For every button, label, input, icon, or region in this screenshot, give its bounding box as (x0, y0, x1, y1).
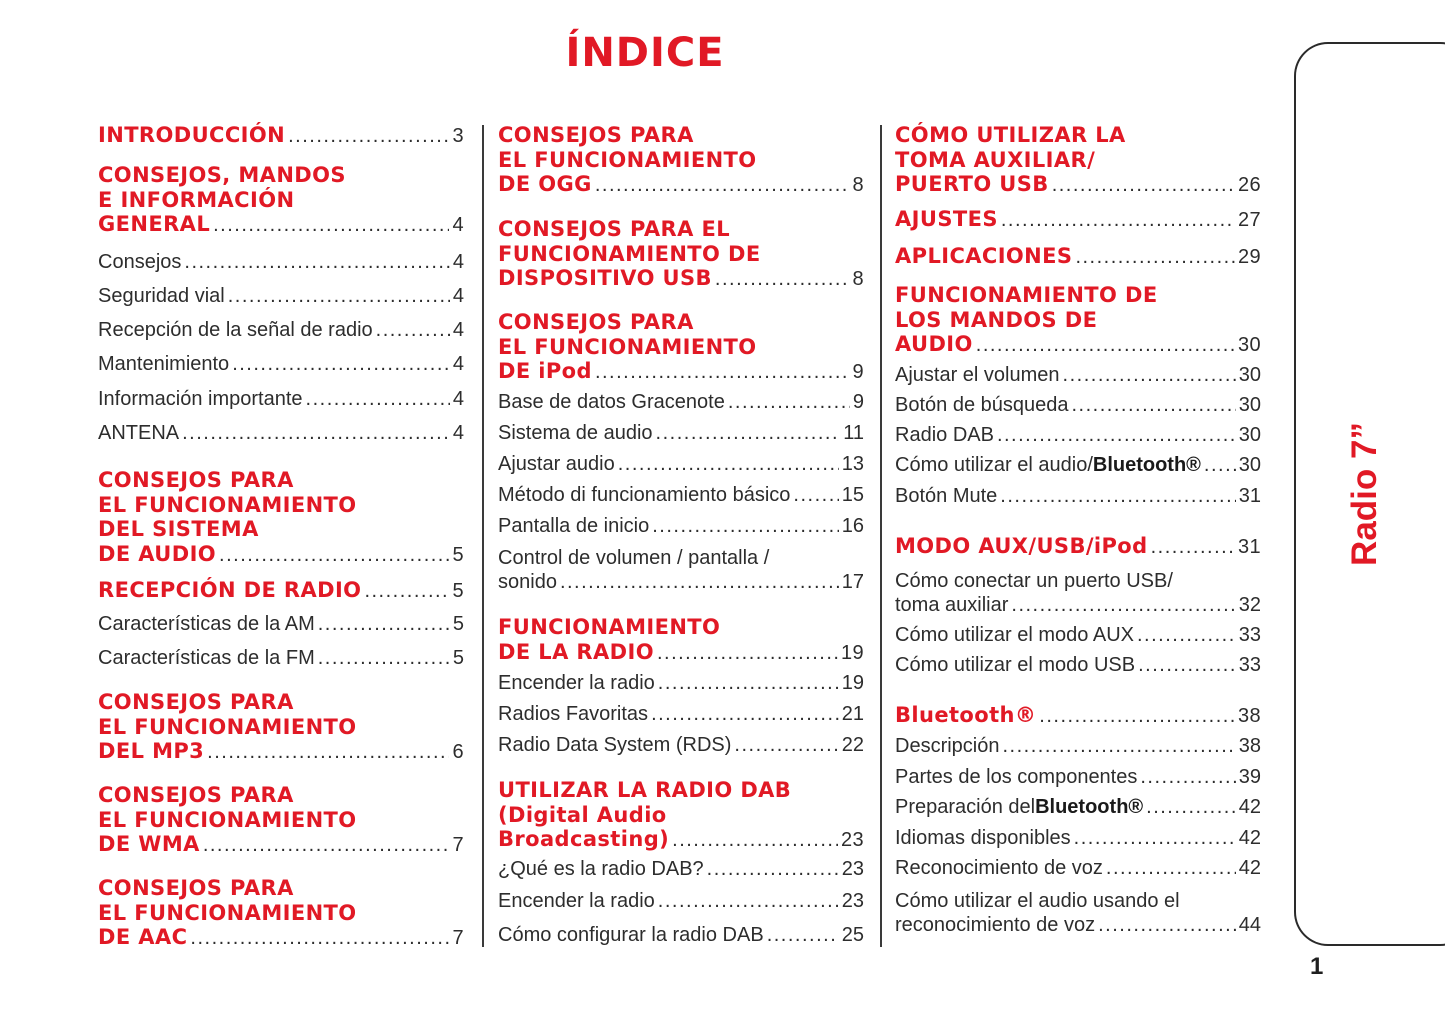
toc-page-number: 29 (1237, 246, 1261, 268)
toc-subentry[interactable] (98, 612, 464, 636)
toc-section-heading[interactable] (98, 123, 464, 149)
toc-page-number: 25 (841, 924, 864, 946)
toc-entry-text: EL FUNCIONAMIENTO (98, 900, 357, 925)
toc-page-number: 5 (452, 613, 464, 635)
dot-leader (672, 828, 838, 853)
toc-entry-text: FUNCIONAMIENTO DE (895, 283, 1158, 307)
toc-subentry[interactable] (895, 363, 1261, 387)
dot-leader (658, 889, 839, 913)
toc-entry-text: Descripción (895, 735, 1000, 757)
toc-entry-text: UTILIZAR LA RADIO DAB (498, 778, 792, 802)
toc-subentry[interactable] (498, 421, 864, 445)
toc-entry-text: Bluetooth® (895, 703, 1037, 727)
dot-leader (1039, 704, 1235, 729)
toc-subentry[interactable] (895, 393, 1261, 417)
dot-leader (1151, 535, 1235, 560)
toc-entry-text: Cómo utilizar el modo AUX (895, 624, 1134, 646)
dot-leader (1137, 623, 1236, 647)
toc-entry-text: (Digital Audio (498, 802, 667, 827)
dot-leader (1000, 484, 1235, 508)
toc-entry-text: Cómo utilizar el audio usando el (895, 890, 1180, 912)
toc-entry-text: LOS MANDOS DE (895, 307, 1098, 332)
dot-leader (997, 423, 1236, 447)
toc-section-heading[interactable] (895, 283, 1261, 358)
toc-page-number: 8 (852, 174, 864, 196)
toc-section-heading[interactable] (895, 123, 1261, 198)
toc-entry-text: CONSEJOS PARA (498, 123, 694, 147)
dot-leader (657, 641, 838, 666)
toc-page-number: 30 (1238, 364, 1261, 386)
toc-page-number: 4 (452, 353, 464, 375)
toc-subentry[interactable] (498, 514, 864, 538)
toc-entry-text: Broadcasting) (498, 827, 670, 851)
toc-subentry[interactable] (895, 765, 1261, 789)
toc-entry-bold-text: Bluetooth® (1035, 796, 1144, 818)
toc-subentry[interactable] (498, 857, 864, 881)
toc-subentry[interactable] (895, 569, 1261, 617)
dot-leader (306, 387, 450, 411)
toc-subentry[interactable] (895, 653, 1261, 677)
toc-subentry[interactable] (98, 646, 464, 670)
toc-entry-text: INTRODUCCIÓN (98, 123, 286, 147)
toc-entry-text: Información importante (98, 388, 303, 410)
toc-entry-text: DISPOSITIVO USB (498, 266, 712, 290)
toc-entry-text: Cómo configurar la radio DAB (498, 924, 764, 946)
toc-page-number: 30 (1238, 454, 1261, 476)
toc-entry-text: RECEPCIÓN DE RADIO (98, 578, 362, 602)
toc-page-number: 4 (452, 388, 464, 410)
toc-entry-text: Método di funcionamiento básico (498, 484, 791, 506)
toc-subentry[interactable] (498, 923, 864, 947)
toc-section-heading[interactable] (498, 615, 864, 665)
toc-page-number: 23 (840, 829, 864, 851)
toc-page-number: 30 (1238, 424, 1261, 446)
toc-entry-text: Pantalla de inicio (498, 515, 650, 537)
dot-leader (595, 173, 850, 198)
toc-page-number: 5 (452, 543, 464, 566)
dot-leader (652, 514, 839, 538)
dot-leader (203, 833, 450, 858)
dot-leader (728, 390, 850, 414)
toc-entry-text: CONSEJOS, MANDOS (98, 163, 346, 187)
toc-page-number: 4 (452, 285, 464, 307)
toc-entry-text: PUERTO USB (895, 172, 1049, 196)
toc-section-heading[interactable] (98, 876, 464, 951)
toc-page-number: 23 (841, 890, 864, 912)
toc-subentry[interactable] (895, 889, 1261, 937)
toc-entry-text: Botón de búsqueda (895, 394, 1069, 416)
dot-leader (793, 483, 838, 507)
toc-page-number: 16 (841, 515, 864, 537)
page-title: ÍNDICE (565, 30, 725, 76)
toc-entry-text: Ajustar el volumen (895, 364, 1060, 386)
toc-entry-text: ANTENA (98, 422, 180, 444)
side-tab-label: Radio 7” (1345, 422, 1384, 566)
toc-entry-text: EL FUNCIONAMIENTO (98, 714, 357, 739)
toc-entry-text: Preparación del (895, 796, 1036, 818)
toc-page-number: 38 (1238, 735, 1261, 757)
toc-entry-text: AJUSTES (895, 207, 998, 231)
toc-entry-text: Partes de los componentes (895, 766, 1138, 788)
toc-entry-text: CONSEJOS PARA (498, 310, 694, 334)
toc-section-heading[interactable] (498, 778, 864, 853)
toc-section-heading[interactable] (895, 534, 1261, 560)
toc-section-heading[interactable] (498, 310, 864, 385)
toc-subentry[interactable] (498, 733, 864, 757)
toc-entry-text: Ajustar audio (498, 453, 615, 475)
toc-entry-text: CONSEJOS PARA EL (498, 217, 730, 241)
toc-section-heading[interactable] (98, 163, 464, 238)
toc-page-number: 4 (452, 214, 464, 236)
toc-entry-text: CONSEJOS PARA (98, 876, 294, 900)
toc-entry-text: DE AAC (98, 925, 188, 949)
toc-entry-text: DE LA RADIO (498, 639, 654, 664)
toc-entry-text: AUDIO (895, 332, 973, 356)
toc-page-number: 15 (841, 484, 864, 506)
toc-entry-text: Radios Favoritas (498, 703, 649, 725)
toc-page-number: 4 (452, 422, 464, 444)
toc-page-number: 19 (840, 641, 864, 664)
toc-entry-text: EL FUNCIONAMIENTO (98, 807, 357, 832)
page-number: 1 (1310, 953, 1324, 980)
toc-page-number: 27 (1237, 209, 1261, 231)
dot-leader (1075, 245, 1235, 270)
toc-entry-text: reconocimiento de voz (895, 914, 1096, 936)
dot-leader (364, 579, 449, 604)
toc-section-heading[interactable] (98, 468, 464, 567)
toc-entry-text: DE WMA (98, 832, 200, 856)
column-divider (880, 125, 882, 947)
dot-leader (715, 267, 850, 292)
toc-page-number: 19 (841, 672, 864, 694)
toc-entry-text: Reconocimiento de voz (895, 857, 1103, 879)
toc-section-heading[interactable] (895, 207, 1261, 233)
dot-leader (1140, 765, 1235, 789)
toc-entry-text: Radio DAB (895, 424, 994, 446)
toc-subentry[interactable] (895, 795, 1261, 819)
dot-leader (318, 612, 450, 636)
toc-entry-text: GENERAL (98, 212, 211, 236)
toc-entry-text: Características de la AM (98, 613, 315, 635)
toc-page-number: 44 (1238, 914, 1261, 936)
dot-leader (1204, 453, 1236, 477)
column-divider (482, 125, 484, 947)
toc-section-heading[interactable] (498, 217, 864, 292)
toc-entry-text: sonido (498, 571, 557, 593)
dot-leader (1138, 653, 1236, 677)
dot-leader (976, 333, 1235, 358)
dot-leader (1146, 795, 1236, 819)
toc-subentry[interactable] (895, 484, 1261, 508)
toc-entry-text: CONSEJOS PARA (98, 690, 294, 714)
toc-subentry[interactable] (98, 421, 464, 445)
toc-page-number: 17 (841, 571, 864, 593)
toc-section-heading[interactable] (498, 123, 864, 198)
toc-page-number: 9 (852, 391, 864, 413)
dot-leader (1098, 913, 1236, 937)
dot-leader (184, 250, 449, 274)
toc-entry-text: CÓMO UTILIZAR LA (895, 123, 1126, 147)
dot-leader (190, 926, 449, 951)
dot-leader (1072, 393, 1236, 417)
dot-leader (232, 352, 450, 376)
dot-leader (651, 702, 839, 726)
toc-page-number: 33 (1238, 654, 1261, 676)
toc-subentry[interactable] (498, 546, 864, 594)
toc-entry-text: FUNCIONAMIENTO DE (498, 241, 761, 266)
toc-entry-text: Cómo conectar un puerto USB/ (895, 570, 1173, 592)
toc-entry-text: Encender la radio (498, 890, 655, 912)
toc-entry-text: CONSEJOS PARA (98, 783, 294, 807)
toc-page-number: 30 (1238, 394, 1261, 416)
dot-leader (219, 543, 449, 568)
toc-page-number: 30 (1237, 334, 1261, 356)
toc-subentry[interactable] (498, 483, 864, 507)
toc-entry-text: MODO AUX/USB/iPod (895, 534, 1148, 558)
dot-leader (767, 923, 839, 947)
toc-page-number: 4 (452, 251, 464, 273)
toc-entry-text: Idiomas disponibles (895, 827, 1071, 849)
toc-entry-text: Control de volumen / pantalla / (498, 547, 770, 569)
toc-page-number: 13 (841, 453, 864, 475)
toc-entry-text: DE iPod (498, 359, 592, 383)
toc-subentry[interactable] (498, 889, 864, 913)
toc-page-number: 5 (452, 647, 464, 669)
dot-leader (595, 360, 850, 385)
dot-leader (1001, 208, 1235, 233)
toc-entry-bold-text: Bluetooth® (1092, 454, 1201, 476)
toc-section-heading[interactable] (98, 578, 464, 604)
toc-page-number: 26 (1237, 174, 1261, 196)
toc-entry-text: DE AUDIO (98, 541, 217, 566)
toc-entry-text: CONSEJOS PARA (98, 468, 294, 492)
toc-page-number: 7 (452, 834, 464, 856)
toc-subentry[interactable] (498, 702, 864, 726)
dot-leader (658, 671, 839, 695)
toc-page-number: 11 (843, 422, 864, 444)
toc-entry-text: EL FUNCIONAMIENTO (498, 334, 757, 359)
toc-page-number: 42 (1238, 796, 1261, 818)
toc-entry-text: Encender la radio (498, 672, 655, 694)
toc-subentry[interactable] (498, 452, 864, 476)
toc-entry-text: Sistema de audio (498, 422, 653, 444)
dot-leader (228, 284, 450, 308)
dot-leader (734, 733, 838, 757)
dot-leader (560, 570, 839, 594)
dot-leader (618, 452, 839, 476)
toc-subentry[interactable] (498, 671, 864, 695)
dot-leader (182, 421, 450, 445)
dot-leader (1106, 856, 1236, 880)
toc-page-number: 5 (452, 580, 464, 602)
toc-section-heading[interactable] (895, 703, 1261, 729)
toc-subentry[interactable] (98, 250, 464, 274)
toc-entry-text: Consejos (98, 251, 182, 273)
toc-page-number: 31 (1237, 536, 1261, 558)
toc-page-number: 23 (841, 858, 864, 880)
toc-page-number: 38 (1237, 705, 1261, 727)
toc-entry-text: DE OGG (498, 172, 592, 196)
toc-entry-text: FUNCIONAMIENTO (498, 615, 721, 639)
dot-leader (288, 124, 449, 149)
toc-page-number: 42 (1238, 827, 1261, 849)
dot-leader (207, 740, 449, 765)
toc-entry-text: APLICACIONES (895, 244, 1073, 268)
toc-entry-text: Botón Mute (895, 485, 998, 507)
toc-page-number: 7 (452, 927, 464, 949)
toc-section-heading[interactable] (895, 244, 1261, 270)
toc-entry-text: Seguridad vial (98, 285, 225, 307)
toc-page-number: 8 (852, 268, 864, 290)
toc-page-number: 21 (841, 703, 864, 725)
toc-entry-text: EL FUNCIONAMIENTO (498, 147, 757, 172)
dot-leader (213, 213, 449, 238)
toc-page-number: 33 (1238, 624, 1261, 646)
toc-subentry[interactable] (895, 734, 1261, 758)
toc-page-number: 4 (452, 319, 464, 341)
toc-entry-text: Radio Data System (RDS) (498, 734, 732, 756)
toc-section-heading[interactable] (98, 690, 464, 765)
toc-section-heading[interactable] (98, 783, 464, 858)
toc-entry-text: ¿Qué es la radio DAB? (498, 858, 704, 880)
toc-entry-text: DEL MP3 (98, 739, 205, 763)
toc-entry-text: Base de datos Gracenote (498, 391, 725, 413)
toc-page-number: 9 (852, 361, 864, 383)
toc-subentry[interactable] (895, 623, 1261, 647)
toc-entry-text: TOMA AUXILIAR/ (895, 147, 1096, 172)
toc-page-number: 6 (452, 741, 464, 763)
dot-leader (1002, 734, 1235, 758)
dot-leader (1052, 173, 1235, 198)
toc-subentry[interactable] (895, 826, 1261, 850)
toc-entry-text: Características de la FM (98, 647, 315, 669)
toc-page-number: 42 (1238, 857, 1261, 879)
toc-subentry[interactable] (98, 352, 464, 376)
dot-leader (318, 646, 450, 670)
toc-subentry[interactable] (498, 390, 864, 414)
toc-page-number: 32 (1238, 594, 1261, 616)
toc-entry-text: EL FUNCIONAMIENTO (98, 492, 357, 517)
toc-subentry[interactable] (98, 387, 464, 411)
dot-leader (656, 421, 841, 445)
dot-leader (1074, 826, 1236, 850)
toc-subentry[interactable] (895, 453, 1261, 477)
toc-page-number: 39 (1238, 766, 1261, 788)
toc-subentry[interactable] (98, 284, 464, 308)
toc-entry-text: toma auxiliar (895, 594, 1009, 616)
dot-leader (707, 857, 839, 881)
dot-leader (1063, 363, 1236, 387)
toc-entry-text: E INFORMACIÓN (98, 187, 295, 212)
toc-entry-text: Mantenimiento (98, 353, 230, 375)
toc-page-number: 22 (841, 734, 864, 756)
toc-entry-text: DEL SISTEMA (98, 517, 259, 541)
toc-entry-text: Cómo utilizar el audio/ (895, 454, 1093, 476)
dot-leader (1011, 593, 1235, 617)
toc-subentry[interactable] (895, 423, 1261, 447)
toc-subentry[interactable] (895, 856, 1261, 880)
toc-entry-text: Recepción de la señal de radio (98, 319, 373, 341)
dot-leader (376, 318, 450, 342)
toc-entry-text: Cómo utilizar el modo USB (895, 654, 1136, 676)
toc-subentry[interactable] (98, 318, 464, 342)
toc-page-number: 3 (452, 125, 464, 147)
toc-page-number: 31 (1238, 485, 1261, 507)
